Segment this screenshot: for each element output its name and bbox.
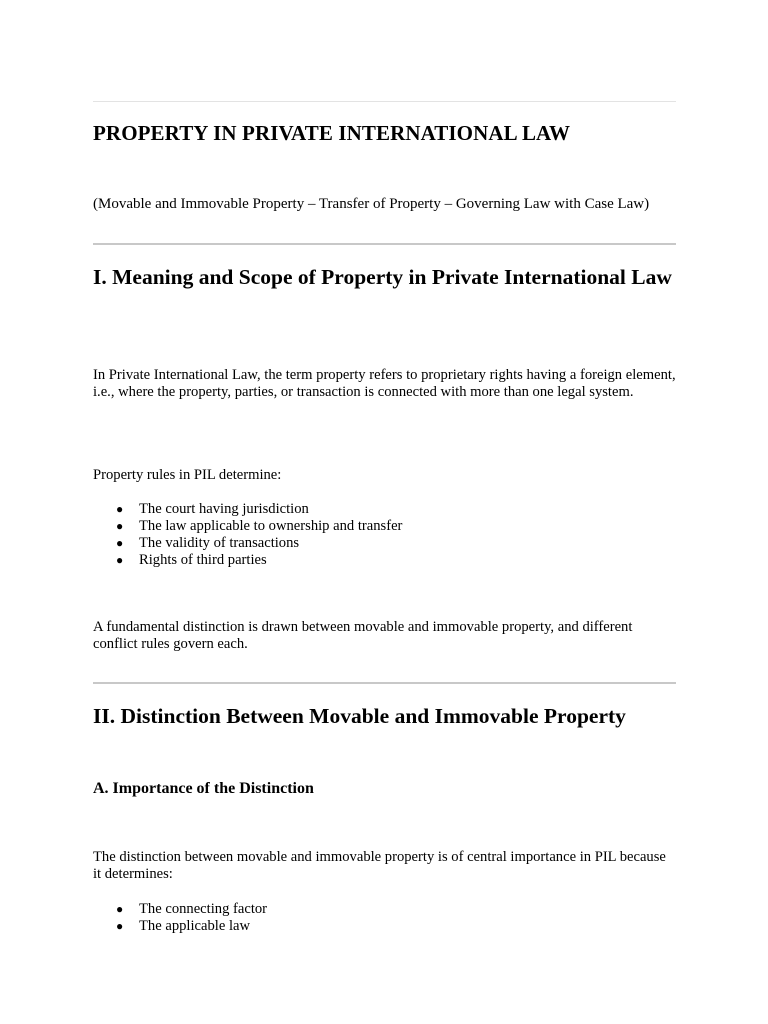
section-2-subheading: A. Importance of the Distinction xyxy=(93,780,314,797)
list-item xyxy=(93,901,267,918)
list-item-text: The connecting factor xyxy=(139,901,268,917)
list-item xyxy=(93,918,267,935)
section-1-paragraph-2: Property rules in PIL determine: xyxy=(93,467,282,483)
list-item-text: The court having jurisdiction xyxy=(139,501,309,517)
document-title: PROPERTY IN PRIVATE INTERNATIONAL LAW xyxy=(93,121,571,145)
bullet-icon: ● xyxy=(116,536,124,550)
list-item xyxy=(93,518,402,535)
section-divider-1 xyxy=(93,243,676,245)
section-1-paragraph-3: A fundamental distinction is drawn between movable and immovable property, and different conflict rules govern each. xyxy=(93,619,633,652)
section-2-heading: II. Distinction Between Movable and Immovable Property xyxy=(93,704,626,728)
section-2-paragraph-1: The distinction between movable and immovable property is of central importance in PIL because it determines: xyxy=(93,849,666,882)
bullet-icon: ● xyxy=(116,502,124,516)
list-item xyxy=(93,535,402,552)
section-2-bullet-list xyxy=(93,901,267,935)
section-1-bullet-list xyxy=(93,501,402,569)
list-item xyxy=(93,552,402,569)
bullet-icon: ● xyxy=(116,553,124,567)
list-item-text: The applicable law xyxy=(139,918,251,934)
list-item xyxy=(93,501,402,518)
section-1-heading: I. Meaning and Scope of Property in Private International Law xyxy=(93,265,672,289)
bullet-icon: ● xyxy=(116,519,124,533)
list-item-text: The validity of transactions xyxy=(139,535,300,551)
top-divider xyxy=(93,101,676,102)
list-item-text: Rights of third parties xyxy=(139,552,267,568)
bullet-icon: ● xyxy=(116,902,124,916)
section-1-paragraph-1: In Private International Law, the term property refers to proprietary rights having a foreign element, i.e., where the property, parties, or transaction is connected with more than one legal system. xyxy=(93,367,676,400)
list-item-text: The law applicable to ownership and transfer xyxy=(139,518,403,534)
bullet-icon: ● xyxy=(116,919,124,933)
section-divider-2 xyxy=(93,682,676,684)
document-subtitle: (Movable and Immovable Property – Transfer of Property – Governing Law with Case Law) xyxy=(93,196,650,212)
